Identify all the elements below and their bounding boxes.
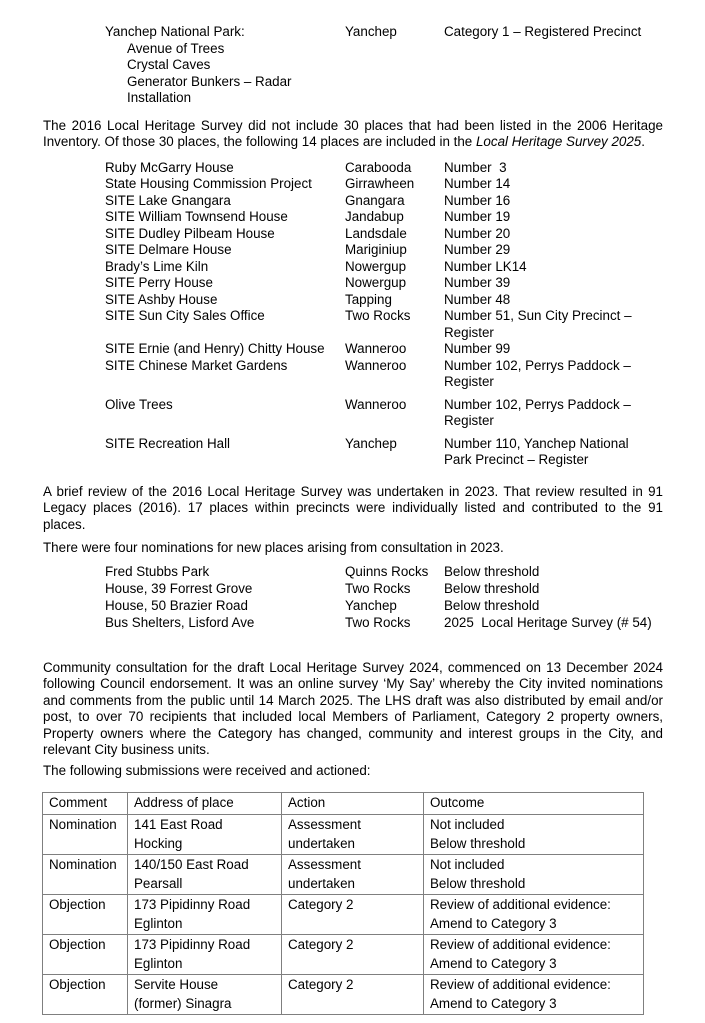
text-line: Below threshold — [444, 580, 540, 596]
place-suburb: Jandabup — [345, 209, 404, 224]
text-line: Number 110, Yanchep National — [444, 435, 629, 451]
nomination-row — [105, 597, 663, 614]
text-line: Number 39 — [444, 275, 511, 290]
nomination-suburb: Quinns Rocks — [345, 563, 429, 579]
text-line: Review of additional evidence: — [430, 897, 611, 912]
place-name: SITE Recreation Hall — [105, 435, 231, 451]
submission-row — [43, 855, 644, 895]
nomination-name: Bus Shelters, Lisford Ave — [105, 614, 255, 630]
text-line: Number 3 — [444, 159, 507, 175]
text-line: Number 102, Perrys Paddock – — [444, 396, 631, 412]
place-number — [444, 341, 663, 358]
place-number — [444, 176, 663, 193]
place-number — [444, 242, 663, 259]
place-name: SITE Sun City Sales Office — [105, 308, 265, 323]
place-row — [105, 193, 663, 210]
nomination-suburb: Two Rocks — [345, 614, 411, 630]
place-number — [444, 308, 663, 341]
text-line: Crystal Caves — [127, 57, 211, 72]
nomination-row — [105, 563, 663, 580]
text-line: Below threshold — [430, 876, 526, 891]
submissions-table — [42, 792, 644, 1015]
text-line: Number 102, Perrys Paddock – — [444, 357, 631, 373]
header-outcome: Outcome — [424, 793, 644, 815]
submissions-table-body — [43, 815, 644, 1015]
place-number — [444, 226, 663, 243]
place-row — [105, 209, 663, 226]
text-line: Number 19 — [444, 209, 511, 224]
submission-address — [128, 855, 282, 895]
place-row — [105, 242, 663, 259]
nomination-outcome — [444, 580, 663, 597]
place-number — [444, 292, 663, 309]
text-line: Amend to Category 3 — [430, 996, 557, 1011]
paragraph-consultation: Community consultation for the draft Local Heritage Survey 2024, commenced on 13 December 2024 following Council endorsement. It was an online survey ‘My Say’ whereby the City invited nominations and comments from the public until 14 March 2025. The LHS draft was also distributed by email and/or post, to over 70 recipients that included local Members of Parliament, Category 2 property owners, Property owners where the Category has changed, community and interest groups in the City, and relevant City business units. — [43, 659, 663, 757]
place-number — [444, 275, 663, 292]
text-line: 2025 Local Heritage Survey (# 54) — [444, 614, 652, 630]
text-line: undertaken — [288, 876, 356, 891]
submission-outcome — [424, 855, 644, 895]
submission-action — [282, 895, 424, 935]
place-name: Brady’s Lime Kiln — [105, 258, 209, 274]
nomination-outcome — [444, 563, 663, 580]
place-row — [105, 176, 663, 193]
submission-comment: Objection — [43, 975, 128, 1015]
submission-action — [282, 975, 424, 1015]
nomination-outcome — [444, 614, 663, 631]
submission-row — [43, 935, 644, 975]
precinct-sub-places — [105, 41, 345, 107]
text-line: Review of additional evidence: — [430, 937, 611, 952]
place-name: SITE Perry House — [105, 275, 213, 290]
place-row — [105, 397, 663, 430]
nomination-suburb: Yanchep — [345, 597, 397, 613]
nomination-name: House, 39 Forrest Grove — [105, 580, 253, 596]
submission-address — [128, 895, 282, 935]
paragraph-2016-survey-period: . — [641, 134, 645, 149]
text-line: Assessment — [288, 857, 361, 872]
text-line: (former) Sinagra — [134, 996, 232, 1011]
place-suburb: Wanneroo — [345, 357, 407, 373]
paragraph-submissions-intro: The following submissions were received and actioned: — [43, 762, 371, 778]
nomination-row — [105, 614, 663, 631]
text-line: Servite House — [134, 977, 219, 992]
text-line: Number 14 — [444, 176, 511, 191]
place-suburb: Wanneroo — [345, 341, 407, 356]
place-row — [105, 292, 663, 309]
text-line: Below threshold — [444, 597, 540, 613]
submission-row — [43, 975, 644, 1015]
submission-outcome — [424, 935, 644, 975]
submission-row — [43, 815, 644, 855]
place-row — [105, 358, 663, 391]
text-line: Review of additional evidence: — [430, 977, 611, 992]
text-line: Register — [444, 324, 494, 340]
header-comment: Comment — [43, 793, 128, 815]
text-line: Number 29 — [444, 242, 511, 257]
text-line: 141 East Road — [134, 817, 223, 832]
place-number — [444, 193, 663, 210]
place-suburb: Girrawheen — [345, 176, 415, 191]
submission-action — [282, 935, 424, 975]
text-line: Number LK14 — [444, 258, 527, 274]
place-suburb: Landsdale — [345, 225, 407, 241]
place-suburb: Gnangara — [345, 192, 405, 208]
place-number — [444, 397, 663, 430]
text-line: Amend to Category 3 — [430, 916, 557, 931]
precinct-entry — [105, 24, 663, 107]
submission-outcome — [424, 815, 644, 855]
text-line: Eglinton — [134, 956, 183, 971]
text-line: undertaken — [288, 836, 356, 851]
place-suburb: Wanneroo — [345, 396, 407, 412]
text-line: Number 16 — [444, 192, 511, 208]
place-name: SITE Ernie (and Henry) Chitty House — [105, 341, 325, 356]
precinct-category: Category 1 – Registered Precinct — [444, 24, 642, 39]
text-line: Category 2 — [288, 897, 354, 912]
text-line: Category 2 — [288, 977, 354, 992]
place-number — [444, 436, 663, 469]
submission-outcome — [424, 895, 644, 935]
place-row — [105, 275, 663, 292]
precinct-name: Yanchep National Park: — [105, 24, 245, 39]
header-action: Action — [282, 793, 424, 815]
submission-address — [128, 935, 282, 975]
paragraph-nominations: There were four nominations for new places arising from consultation in 2023. — [43, 540, 504, 555]
place-number — [444, 358, 663, 391]
place-name: SITE Lake Gnangara — [105, 192, 231, 208]
nomination-name: House, 50 Brazier Road — [105, 597, 248, 613]
text-line: Eglinton — [134, 916, 183, 931]
precinct-sub-place — [127, 57, 345, 74]
place-suburb: Two Rocks — [345, 308, 411, 323]
place-name: Olive Trees — [105, 396, 173, 412]
text-line: Below threshold — [444, 563, 540, 579]
text-line: Pearsall — [134, 876, 183, 891]
place-row — [105, 259, 663, 276]
survey-2025-title-italic: Local Heritage Survey 2025 — [475, 134, 642, 149]
submission-address — [128, 975, 282, 1015]
precinct-suburb: Yanchep — [345, 24, 397, 39]
submission-row — [43, 895, 644, 935]
place-suburb: Tapping — [345, 291, 392, 307]
header-address-of-place: Address of place — [128, 793, 282, 815]
place-name: SITE Ashby House — [105, 291, 218, 307]
text-line: Number 99 — [444, 341, 511, 356]
submission-comment: Objection — [43, 895, 128, 935]
text-line: Number 51, Sun City Precinct – — [444, 308, 632, 323]
place-row — [105, 226, 663, 243]
text-line: Amend to Category 3 — [430, 956, 557, 971]
place-name: State Housing Commission Project — [105, 176, 312, 191]
text-line: Avenue of Trees — [127, 40, 225, 56]
text-line: Park Precinct – Register — [444, 452, 589, 467]
place-name: SITE William Townsend House — [105, 209, 288, 224]
place-suburb: Nowergup — [345, 258, 407, 274]
submission-action — [282, 855, 424, 895]
text-line: Category 2 — [288, 937, 354, 952]
place-name: SITE Delmare House — [105, 242, 232, 257]
text-line: Not included — [430, 857, 505, 872]
text-line: Number 20 — [444, 225, 511, 241]
text-line: Register — [444, 413, 494, 428]
submission-address — [128, 815, 282, 855]
nominations-list — [105, 563, 663, 631]
paragraph-2016-survey-text: The 2016 Local Heritage Survey did not include 30 places that had been listed in the 2006 Heritage Inventory. Of those 30 places, the following 14 places are included in the — [43, 117, 663, 149]
place-name: SITE Dudley Pilbeam House — [105, 225, 275, 241]
text-line: Installation — [127, 90, 192, 105]
submissions-table-header-row — [43, 793, 644, 815]
text-line: 173 Pipidinny Road — [134, 937, 251, 952]
paragraph-review: A brief review of the 2016 Local Heritage Survey was undertaken in 2023. That review resulted in 91 Legacy places (2016). 17 places within precincts were individually listed and contributed to the 91 places. — [43, 483, 663, 532]
submission-comment: Nomination — [43, 855, 128, 895]
precinct-name-group — [105, 24, 345, 107]
place-name: SITE Chinese Market Gardens — [105, 357, 288, 373]
text-line: 173 Pipidinny Road — [134, 897, 251, 912]
nomination-row — [105, 580, 663, 597]
place-suburb: Nowergup — [345, 275, 407, 290]
submission-action — [282, 815, 424, 855]
text-line: Below threshold — [430, 836, 526, 851]
text-line: Generator Bunkers – Radar — [127, 73, 292, 89]
paragraph-2016-survey — [43, 118, 663, 151]
place-number — [444, 160, 663, 177]
place-row — [105, 341, 663, 358]
submission-comment: Nomination — [43, 815, 128, 855]
precinct-sub-place — [127, 74, 345, 107]
text-line: Hocking — [134, 836, 183, 851]
text-line: Assessment — [288, 817, 361, 832]
place-row — [105, 436, 663, 469]
place-name: Ruby McGarry House — [105, 159, 234, 175]
text-line: Not included — [430, 817, 505, 832]
submission-comment: Objection — [43, 935, 128, 975]
text-line: 140/150 East Road — [134, 857, 249, 872]
nomination-outcome — [444, 597, 663, 614]
submission-outcome — [424, 975, 644, 1015]
place-row — [105, 160, 663, 177]
place-row — [105, 308, 663, 341]
places-list — [105, 160, 663, 469]
place-number — [444, 209, 663, 226]
nomination-name: Fred Stubbs Park — [105, 563, 210, 579]
place-number — [444, 259, 663, 276]
nomination-suburb: Two Rocks — [345, 580, 411, 596]
precinct-sub-place — [127, 41, 345, 58]
place-suburb: Carabooda — [345, 159, 412, 175]
place-suburb: Yanchep — [345, 435, 397, 451]
place-suburb: Mariginiup — [345, 242, 407, 257]
text-line: Number 48 — [444, 291, 511, 307]
text-line: Register — [444, 374, 494, 389]
